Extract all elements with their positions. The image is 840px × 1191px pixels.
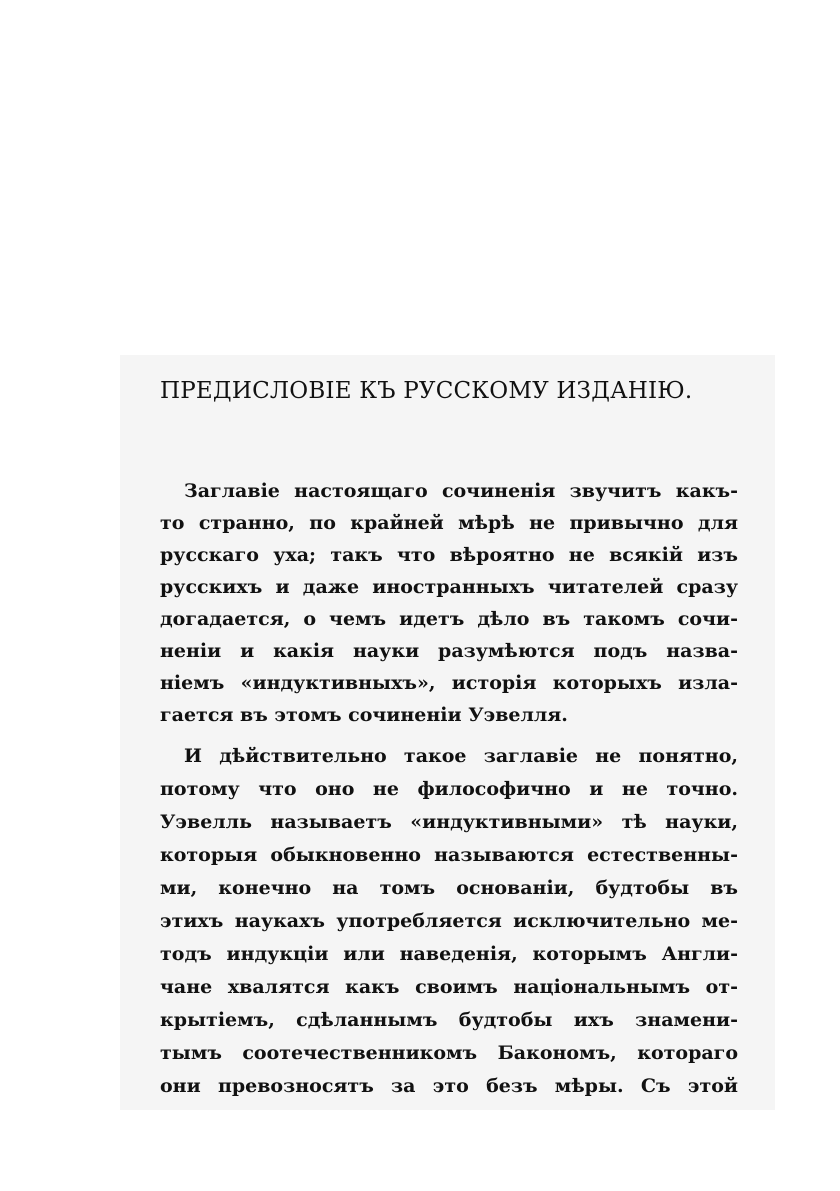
text-line: то странно, по крайней мѣрѣ не привычно для bbox=[160, 512, 738, 534]
text-line: ніемъ «индуктивныхъ», исторія которыхъ изла- bbox=[160, 672, 738, 694]
text-line: потому что оно не философично и не точно. bbox=[160, 778, 738, 800]
text-line: тымъ соотечественникомъ Бакономъ, котораго bbox=[160, 1042, 738, 1064]
text-line: они превозносятъ за это безъ мѣры. Съ этой bbox=[160, 1075, 738, 1097]
text-line: неніи и какія науки разумѣются подъ назва- bbox=[160, 640, 738, 662]
text-line: этихъ наукахъ употребляется исключительно ме- bbox=[160, 910, 738, 932]
text-line: русскаго уха; такъ что вѣроятно не всякій изъ bbox=[160, 544, 738, 566]
text-line: И дѣйствительно такое заглавіе не понятно, bbox=[184, 745, 738, 767]
text-line: гается въ этомъ сочиненіи Уэвелля. bbox=[160, 704, 568, 726]
text-line: догадается, о чемъ идетъ дѣло въ такомъ сочи- bbox=[160, 608, 738, 630]
text-line: ми, конечно на томъ основаніи, будтобы въ bbox=[160, 877, 738, 899]
text-line: Уэвелль называетъ «индуктивными» тѣ науки, bbox=[160, 811, 738, 833]
page-title: ПРЕДИСЛОВІЕ КЪ РУССКОМУ ИЗДАНІЮ. bbox=[160, 378, 693, 404]
text-line: тодъ индукціи или наведенія, которымъ Англи- bbox=[160, 943, 738, 965]
text-line: русскихъ и даже иностранныхъ читателей сразу bbox=[160, 576, 738, 598]
text-line: чане хвалятся какъ своимъ національнымъ от- bbox=[160, 976, 738, 998]
text-line: крытіемъ, сдѣланнымъ будтобы ихъ знамени- bbox=[160, 1009, 738, 1031]
text-line: Заглавіе настоящаго сочиненія звучитъ какъ- bbox=[184, 480, 738, 502]
text-line: которыя обыкновенно называются естественны- bbox=[160, 844, 738, 866]
